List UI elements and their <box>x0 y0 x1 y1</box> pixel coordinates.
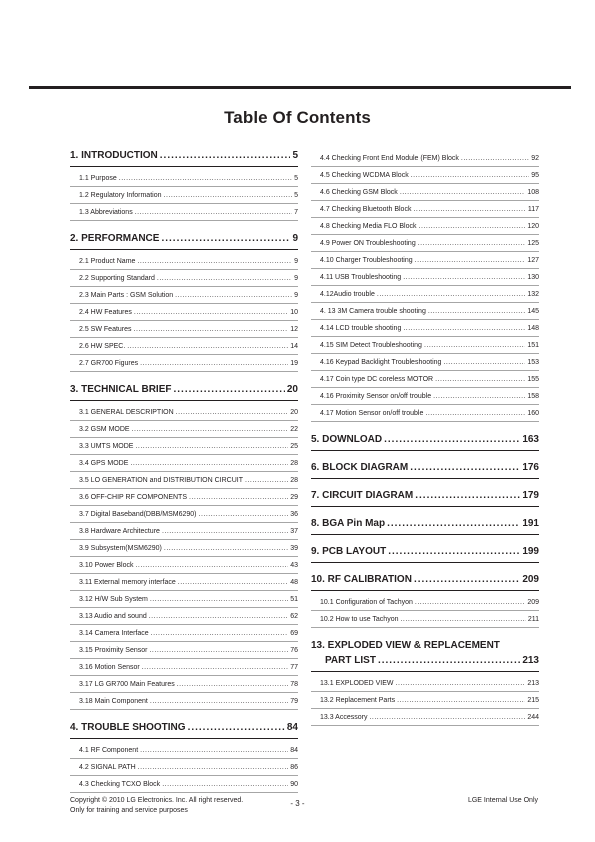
dot-leader <box>403 269 525 286</box>
toc-entry[interactable] <box>70 742 298 759</box>
footer-page-number: - 3 - <box>290 799 305 808</box>
toc-entry-page: 77 <box>290 664 298 671</box>
toc-entry[interactable] <box>311 405 539 422</box>
toc-entry[interactable] <box>311 150 539 167</box>
toc-entry-label: 4.17 Coin type DC coreless MOTOR <box>320 376 434 383</box>
dot-leader <box>377 286 525 303</box>
rule-line <box>70 249 298 250</box>
dot-leader <box>157 270 292 287</box>
toc-entry-page: 25 <box>290 443 298 450</box>
toc-entry-label: 3.2 GSM MODE <box>79 426 130 433</box>
toc-entry-page: 86 <box>290 764 298 771</box>
toc-entry-page: 215 <box>527 697 539 704</box>
dot-leader <box>135 204 292 221</box>
toc-entry-label: 4.9 Power ON Troubleshooting <box>320 240 416 247</box>
dot-leader <box>415 594 525 611</box>
toc-section-label: 1. INTRODUCTION <box>70 150 158 161</box>
toc-section-label: 10. RF CALIBRATION <box>311 574 412 585</box>
toc-entry-label: 3.11 External memory interface <box>79 579 176 586</box>
toc-entry-page: 5 <box>294 175 298 182</box>
toc-entry-label: 4.10 Charger Troubleshooting <box>320 257 413 264</box>
toc-entry[interactable] <box>70 287 298 304</box>
toc-entry-label: 2.6 HW SPEC. <box>79 343 126 350</box>
dot-leader <box>132 421 289 438</box>
rule-line <box>311 627 539 628</box>
toc-section[interactable] <box>70 231 298 247</box>
toc-entry[interactable] <box>311 252 539 269</box>
toc-entry[interactable] <box>70 472 298 489</box>
toc-entry-label: 4. 13 3M Camera trouble shooting <box>320 308 426 315</box>
toc-entry-page: 62 <box>290 613 298 620</box>
toc-entry-label: 3.18 Main Component <box>79 698 148 705</box>
toc-entry-label: 1.1 Purpose <box>79 175 117 182</box>
dot-leader <box>413 201 525 218</box>
toc-entry-label: 4.6 Checking GSM Block <box>320 189 398 196</box>
toc-entry-label: 3.3 UMTS MODE <box>79 443 134 450</box>
dot-leader <box>176 404 289 421</box>
toc-section-page: 163 <box>522 434 539 445</box>
dot-leader <box>189 489 288 506</box>
toc-entry-label: 3.8 Hardware Architecture <box>79 528 160 535</box>
toc-entry-page: 28 <box>290 477 298 484</box>
toc-entry[interactable] <box>70 759 298 776</box>
toc-entry-page: 145 <box>527 308 539 315</box>
dot-leader <box>134 304 288 321</box>
dot-leader <box>162 523 288 540</box>
toc-entry[interactable] <box>70 304 298 321</box>
dot-leader <box>150 591 288 608</box>
toc-entry-page: 12 <box>290 326 298 333</box>
top-rule <box>29 86 571 89</box>
toc-entry[interactable] <box>70 421 298 438</box>
toc-entry-label: 4.12Audio trouble <box>320 291 375 298</box>
toc-entry-label: 10.1 Configuration of Tachyon <box>320 599 413 606</box>
toc-section-label: 8. BGA Pin Map <box>311 518 386 529</box>
toc-entry[interactable] <box>70 170 298 187</box>
toc-entry-page: 79 <box>290 698 298 705</box>
toc-entry[interactable] <box>70 321 298 338</box>
toc-entry-page: 155 <box>527 376 539 383</box>
toc-entry[interactable] <box>70 540 298 557</box>
toc-entry-page: 211 <box>527 616 539 623</box>
dot-leader <box>415 252 526 269</box>
toc-entry[interactable] <box>70 253 298 270</box>
toc-entry-page: 37 <box>290 528 298 535</box>
toc-entry[interactable] <box>70 574 298 591</box>
toc-entry-page: 108 <box>527 189 539 196</box>
toc-entry-label: 4.1 RF Component <box>79 747 139 754</box>
toc-entry-page: 153 <box>527 359 539 366</box>
toc-entry[interactable] <box>311 709 539 726</box>
rule-line <box>70 371 298 372</box>
toc-entry-page: 14 <box>290 343 298 350</box>
toc-entry[interactable] <box>70 591 298 608</box>
dot-leader <box>178 574 288 591</box>
toc-section-page: 20 <box>286 384 298 395</box>
dot-leader <box>119 170 292 187</box>
toc-entry-label: 4.15 SIM Detect Troubleshooting <box>320 342 422 349</box>
dot-leader <box>414 572 520 588</box>
toc-entry[interactable] <box>311 388 539 405</box>
toc-entry-label: 3.12 H/W Sub System <box>79 596 148 603</box>
toc-entry[interactable] <box>70 489 298 506</box>
dot-leader <box>162 776 288 793</box>
dot-leader <box>387 516 520 532</box>
toc-entry-page: 117 <box>527 206 539 213</box>
toc-entry-label: 4.14 LCD trouble shooting <box>320 325 402 332</box>
toc-entry[interactable] <box>311 167 539 184</box>
toc-entry-label: 3.13 Audio and sound <box>79 613 147 620</box>
dot-leader <box>127 338 288 355</box>
dot-leader <box>174 382 285 398</box>
toc-entry-page: 22 <box>290 426 298 433</box>
toc-section-label: 2. PERFORMANCE <box>70 233 160 244</box>
toc-entry-label: 4.17 Motion Sensor on/off trouble <box>320 410 424 417</box>
toc-entry-page: 9 <box>294 292 298 299</box>
toc-entry-page: 84 <box>290 747 298 754</box>
toc-entry-label: 4.2 SIGNAL PATH <box>79 764 136 771</box>
toc-entry[interactable] <box>70 204 298 221</box>
toc-entry-page: 9 <box>294 258 298 265</box>
toc-entry-label: 1.3 Abbreviations <box>79 209 133 216</box>
toc-entry[interactable] <box>70 404 298 421</box>
toc-section-page: 209 <box>522 574 539 585</box>
rule-line <box>70 792 298 793</box>
toc-entry-label: 4.16 Keypad Backlight Troubleshooting <box>320 359 442 366</box>
toc-entry-page: 28 <box>290 460 298 467</box>
toc-section-page: 213 <box>522 655 539 666</box>
page-title: Table Of Contents <box>224 108 371 127</box>
toc-entry-label: 4.16 Proximity Sensor on/off trouble <box>320 393 432 400</box>
toc-entry-label: 13.3 Accessory <box>320 714 368 721</box>
toc-entry-page: 209 <box>527 599 539 606</box>
toc-section[interactable] <box>70 720 298 736</box>
dot-leader <box>378 653 520 669</box>
toc-entry-label: 3.10 Power Block <box>79 562 134 569</box>
rule-line <box>311 450 539 451</box>
toc-section-label: 6. BLOCK DIAGRAM <box>311 462 409 473</box>
rule-line <box>311 478 539 479</box>
rule-line <box>311 562 539 563</box>
toc-entry[interactable] <box>70 676 298 693</box>
toc-entry[interactable] <box>70 693 298 710</box>
dot-leader <box>369 709 525 726</box>
rule-line <box>311 421 539 422</box>
toc-entry-page: 29 <box>290 494 298 501</box>
dot-leader <box>461 150 529 167</box>
toc-entry-label: 3.14 Camera Interface <box>79 630 149 637</box>
footer-internal: LGE Internal Use Only <box>467 797 538 804</box>
toc-entry[interactable] <box>70 338 298 355</box>
dot-leader <box>140 355 288 372</box>
toc-entry-label: 3.17 LG GR700 Main Features <box>79 681 175 688</box>
dot-leader <box>424 337 525 354</box>
toc-entry[interactable] <box>311 337 539 354</box>
toc-entry-label: 2.2 Supporting Standard <box>79 275 155 282</box>
toc-entry-page: 244 <box>527 714 539 721</box>
toc-section-label: 4. TROUBLE SHOOTING <box>70 722 186 733</box>
toc-entry-page: 160 <box>527 410 539 417</box>
toc-entry-label: 4.3 Checking TCXO Block <box>79 781 161 788</box>
toc-entry-page: 95 <box>531 172 539 179</box>
toc-section-page: 199 <box>522 546 539 557</box>
toc-section-exploded[interactable] <box>311 638 539 669</box>
toc-section-page: 84 <box>286 722 298 733</box>
toc-section-page: 179 <box>522 490 539 501</box>
toc-entry[interactable] <box>311 320 539 337</box>
toc-entry-label: 13.1 EXPLODED VIEW <box>320 680 394 687</box>
toc-entry-label: 2.5 SW Features <box>79 326 132 333</box>
toc-entry[interactable] <box>311 611 539 628</box>
dot-leader <box>137 253 292 270</box>
toc-entry-page: 43 <box>290 562 298 569</box>
toc-entry-page: 120 <box>527 223 539 230</box>
dot-leader <box>384 432 520 448</box>
toc-section[interactable] <box>311 516 539 532</box>
dot-leader <box>175 287 292 304</box>
dot-leader <box>411 167 530 184</box>
dot-leader <box>443 354 525 371</box>
rule-line <box>70 166 298 167</box>
dot-leader <box>199 506 289 523</box>
toc-entry-page: 78 <box>290 681 298 688</box>
dot-leader <box>149 608 288 625</box>
toc-entry-label: 2.3 Main Parts : GSM Solution <box>79 292 174 299</box>
toc-entry[interactable] <box>70 659 298 676</box>
dot-leader <box>425 405 525 422</box>
rule-line <box>70 220 298 221</box>
toc-entry-label: 1.2 Regulatory Information <box>79 192 162 199</box>
dot-leader <box>150 693 288 710</box>
toc-entry[interactable] <box>311 218 539 235</box>
dot-leader <box>142 659 289 676</box>
toc-entry[interactable] <box>311 675 539 692</box>
footer-training: Only for training and service purposes <box>70 807 188 814</box>
toc-entry-label: 4.5 Checking WCDMA Block <box>320 172 409 179</box>
toc-entry[interactable] <box>70 455 298 472</box>
toc-entry-page: 151 <box>527 342 539 349</box>
dot-leader <box>403 320 525 337</box>
dot-leader <box>415 488 520 504</box>
toc-entry-label: 3.5 LO GENERATION and DISTRIBUTION CIRCUIT <box>79 477 244 484</box>
dot-leader <box>245 472 288 489</box>
dot-leader <box>135 557 288 574</box>
dot-leader <box>160 148 291 164</box>
toc-entry[interactable] <box>70 355 298 372</box>
rule-line <box>311 534 539 535</box>
toc-entry[interactable] <box>311 303 539 320</box>
toc-entry-page: 48 <box>290 579 298 586</box>
toc-entry-label: 2.1 Product Name <box>79 258 136 265</box>
toc-entry-label: 4.7 Checking Bluetooth Block <box>320 206 412 213</box>
toc-entry-page: 158 <box>527 393 539 400</box>
toc-entry-label: 3.6 OFF-CHIP RF COMPONENTS <box>79 494 187 501</box>
dot-leader <box>134 321 289 338</box>
toc-section[interactable] <box>70 148 298 164</box>
dot-leader <box>135 438 288 455</box>
dot-leader <box>151 625 289 642</box>
toc-section-page: 176 <box>522 462 539 473</box>
toc-entry-label: 3.15 Proximity Sensor <box>79 647 148 654</box>
toc-entry[interactable] <box>311 594 539 611</box>
toc-entry[interactable] <box>311 286 539 303</box>
toc-entry[interactable] <box>70 642 298 659</box>
toc-section[interactable] <box>311 572 539 588</box>
toc-section[interactable] <box>311 432 539 448</box>
toc-entry[interactable] <box>70 625 298 642</box>
dot-leader <box>428 303 525 320</box>
toc-entry-label: 2.4 HW Features <box>79 309 132 316</box>
dot-leader <box>410 460 520 476</box>
toc-entry[interactable] <box>70 776 298 793</box>
toc-right-column <box>311 150 539 726</box>
toc-entry-label: 10.2 How to use Tachyon <box>320 616 399 623</box>
dot-leader <box>397 692 525 709</box>
toc-entry[interactable] <box>311 235 539 252</box>
toc-entry-label: 13.2 Replacement Parts <box>320 697 396 704</box>
toc-entry-page: 7 <box>294 209 298 216</box>
toc-entry[interactable] <box>311 354 539 371</box>
toc-entry-label: 2.7 GR700 Figures <box>79 360 139 367</box>
toc-left-column <box>70 148 298 797</box>
toc-entry[interactable] <box>311 184 539 201</box>
toc-section-page: 191 <box>522 518 539 529</box>
toc-section-label: 3. TECHNICAL BRIEF <box>70 384 172 395</box>
dot-leader <box>388 544 520 560</box>
toc-entry-page: 125 <box>527 240 539 247</box>
toc-entry[interactable] <box>70 187 298 204</box>
toc-entry-page: 39 <box>290 545 298 552</box>
toc-entry-label: 3.1 GENERAL DESCRIPTION <box>79 409 174 416</box>
toc-section[interactable] <box>70 382 298 398</box>
dot-leader <box>400 184 526 201</box>
toc-entry[interactable] <box>70 608 298 625</box>
rule-line <box>70 709 298 710</box>
dot-leader <box>164 187 293 204</box>
toc-entry-page: 132 <box>527 291 539 298</box>
toc-entry-page: 69 <box>290 630 298 637</box>
toc-section-label: 7. CIRCUIT DIAGRAM <box>311 490 414 501</box>
toc-section[interactable] <box>311 488 539 504</box>
rule-line <box>311 725 539 726</box>
toc-entry-page: 92 <box>531 155 539 162</box>
toc-section-label-line1: 13. EXPLODED VIEW & REPLACEMENT <box>311 640 500 651</box>
toc-entry[interactable] <box>311 692 539 709</box>
toc-entry[interactable] <box>70 438 298 455</box>
toc-section-page: 5 <box>292 150 298 161</box>
toc-entry[interactable] <box>311 269 539 286</box>
rule-line <box>70 400 298 401</box>
dot-leader <box>418 235 526 252</box>
toc-entry-label: 3.9 Subsystem(MSM6290) <box>79 545 162 552</box>
toc-entry-page: 19 <box>290 360 298 367</box>
toc-entry[interactable] <box>70 270 298 287</box>
toc-section-label: 5. DOWNLOAD <box>311 434 383 445</box>
dot-leader <box>164 540 288 557</box>
toc-entry-label: 4.8 Checking Media FLO Block <box>320 223 417 230</box>
toc-entry[interactable] <box>70 506 298 523</box>
toc-entry-page: 90 <box>290 781 298 788</box>
rule-line <box>70 738 298 739</box>
toc-section-line2 <box>311 653 539 669</box>
toc-entry-page: 148 <box>527 325 539 332</box>
dot-leader <box>138 759 289 776</box>
toc-entry[interactable] <box>70 557 298 574</box>
toc-entry-label: 4.11 USB Troubleshooting <box>320 274 402 281</box>
rule-line <box>311 590 539 591</box>
toc-entry-page: 76 <box>290 647 298 654</box>
dot-leader <box>149 642 288 659</box>
toc-entry-page: 130 <box>527 274 539 281</box>
dot-leader <box>140 742 288 759</box>
toc-entry-label: 4.4 Checking Front End Module (FEM) Block <box>320 155 459 162</box>
rule-line <box>311 671 539 672</box>
toc-entry-page: 5 <box>294 192 298 199</box>
dot-leader <box>188 720 285 736</box>
toc-entry[interactable] <box>311 371 539 388</box>
dot-leader <box>433 388 525 405</box>
rule-line <box>311 506 539 507</box>
toc-section-label-line2: PART LIST <box>325 655 376 666</box>
toc-entry-page: 20 <box>290 409 298 416</box>
toc-entry-page: 36 <box>290 511 298 518</box>
dot-leader <box>435 371 525 388</box>
toc-section[interactable] <box>311 544 539 560</box>
dot-leader <box>161 231 290 247</box>
dot-leader <box>177 676 288 693</box>
toc-entry-label: 3.16 Motion Sensor <box>79 664 140 671</box>
dot-leader <box>419 218 526 235</box>
toc-entry-page: 9 <box>294 275 298 282</box>
toc-entry-label: 3.4 GPS MODE <box>79 460 129 467</box>
dot-leader <box>130 455 288 472</box>
dot-leader <box>400 611 525 628</box>
toc-entry-page: 127 <box>527 257 539 264</box>
toc-entry[interactable] <box>311 201 539 218</box>
toc-entry-page: 51 <box>290 596 298 603</box>
dot-leader <box>396 675 526 692</box>
toc-section[interactable] <box>311 460 539 476</box>
toc-entry-label: 3.7 Digital Baseband(DBB/MSM6290) <box>79 511 197 518</box>
toc-entry-page: 213 <box>527 680 539 687</box>
toc-section-page: 9 <box>292 233 298 244</box>
footer-copyright: Copyright © 2010 LG Electronics. Inc. All right reserved. <box>70 797 244 804</box>
toc-entry[interactable] <box>70 523 298 540</box>
toc-section-label: 9. PCB LAYOUT <box>311 546 387 557</box>
toc-entry-page: 10 <box>290 309 298 316</box>
